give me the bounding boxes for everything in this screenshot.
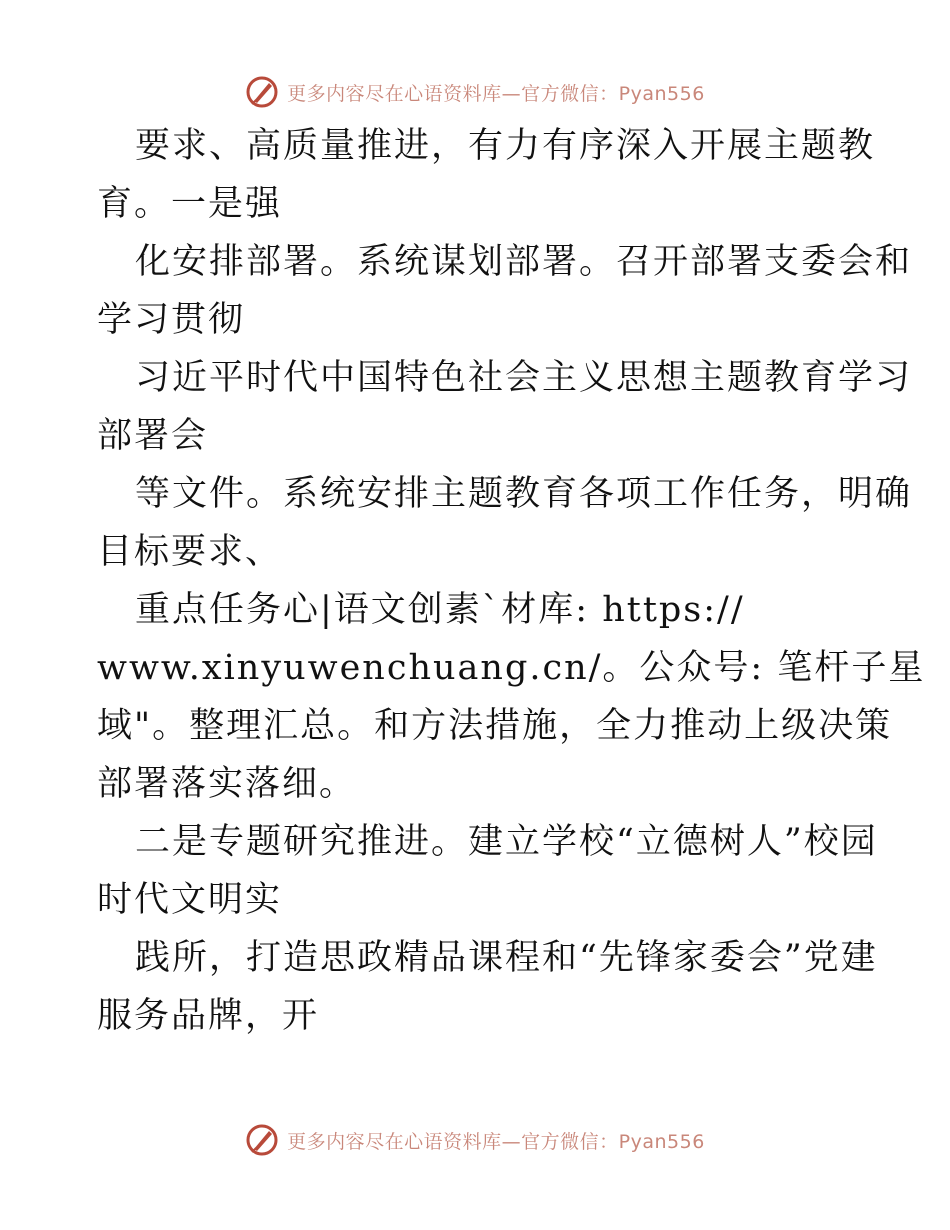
paragraph-line: 重点任务心|语文创素`材库: https:// [135,590,745,630]
paragraph-line: 部署落实落细。 [97,764,357,804]
footer-banner [0,1120,950,1160]
header-banner-text: 更多内容尽在心语资料库—官方微信：Pyan556 [287,82,705,105]
paragraph-line: 目标要求、 [97,532,283,572]
paragraph-line: 习近平时代中国特色社会主义思想主题教育学习 [135,358,913,398]
paragraph-line: 服务品牌，开 [97,996,320,1036]
paragraph-line: 育。一是强 [97,184,283,224]
paragraph-line: 二是专题研究推进。建立学校“立德树人”校园 [135,822,878,862]
header-banner [0,72,950,112]
paragraph-line: 要求、高质量推进，有力有序深入开展主题教 [135,126,876,166]
paragraph-line: 等文件。系统安排主题教育各项工作任务，明确 [135,474,913,514]
paragraph-line: 域"。整理汇总。和方法措施，全力推动上级决策 [97,706,893,746]
paragraph-line: 时代文明实 [97,880,283,920]
paragraph-line: www.xinyuwenchuang.cn/。公众号: 笔杆子星 [97,648,926,688]
document-body [97,117,926,1045]
paragraph-line: 部署会 [97,416,209,456]
paragraph-line: 化安排部署。系统谋划部署。召开部署支委会和 [135,242,913,282]
feather-pen-logo-icon [245,1123,279,1157]
paragraph-line: 践所，打造思政精品课程和“先锋家委会”党建 [135,938,878,978]
paragraph-line: 学习贯彻 [97,300,246,340]
footer-banner-text: 更多内容尽在心语资料库—官方微信：Pyan556 [287,1130,705,1153]
feather-pen-logo-icon [245,75,279,109]
